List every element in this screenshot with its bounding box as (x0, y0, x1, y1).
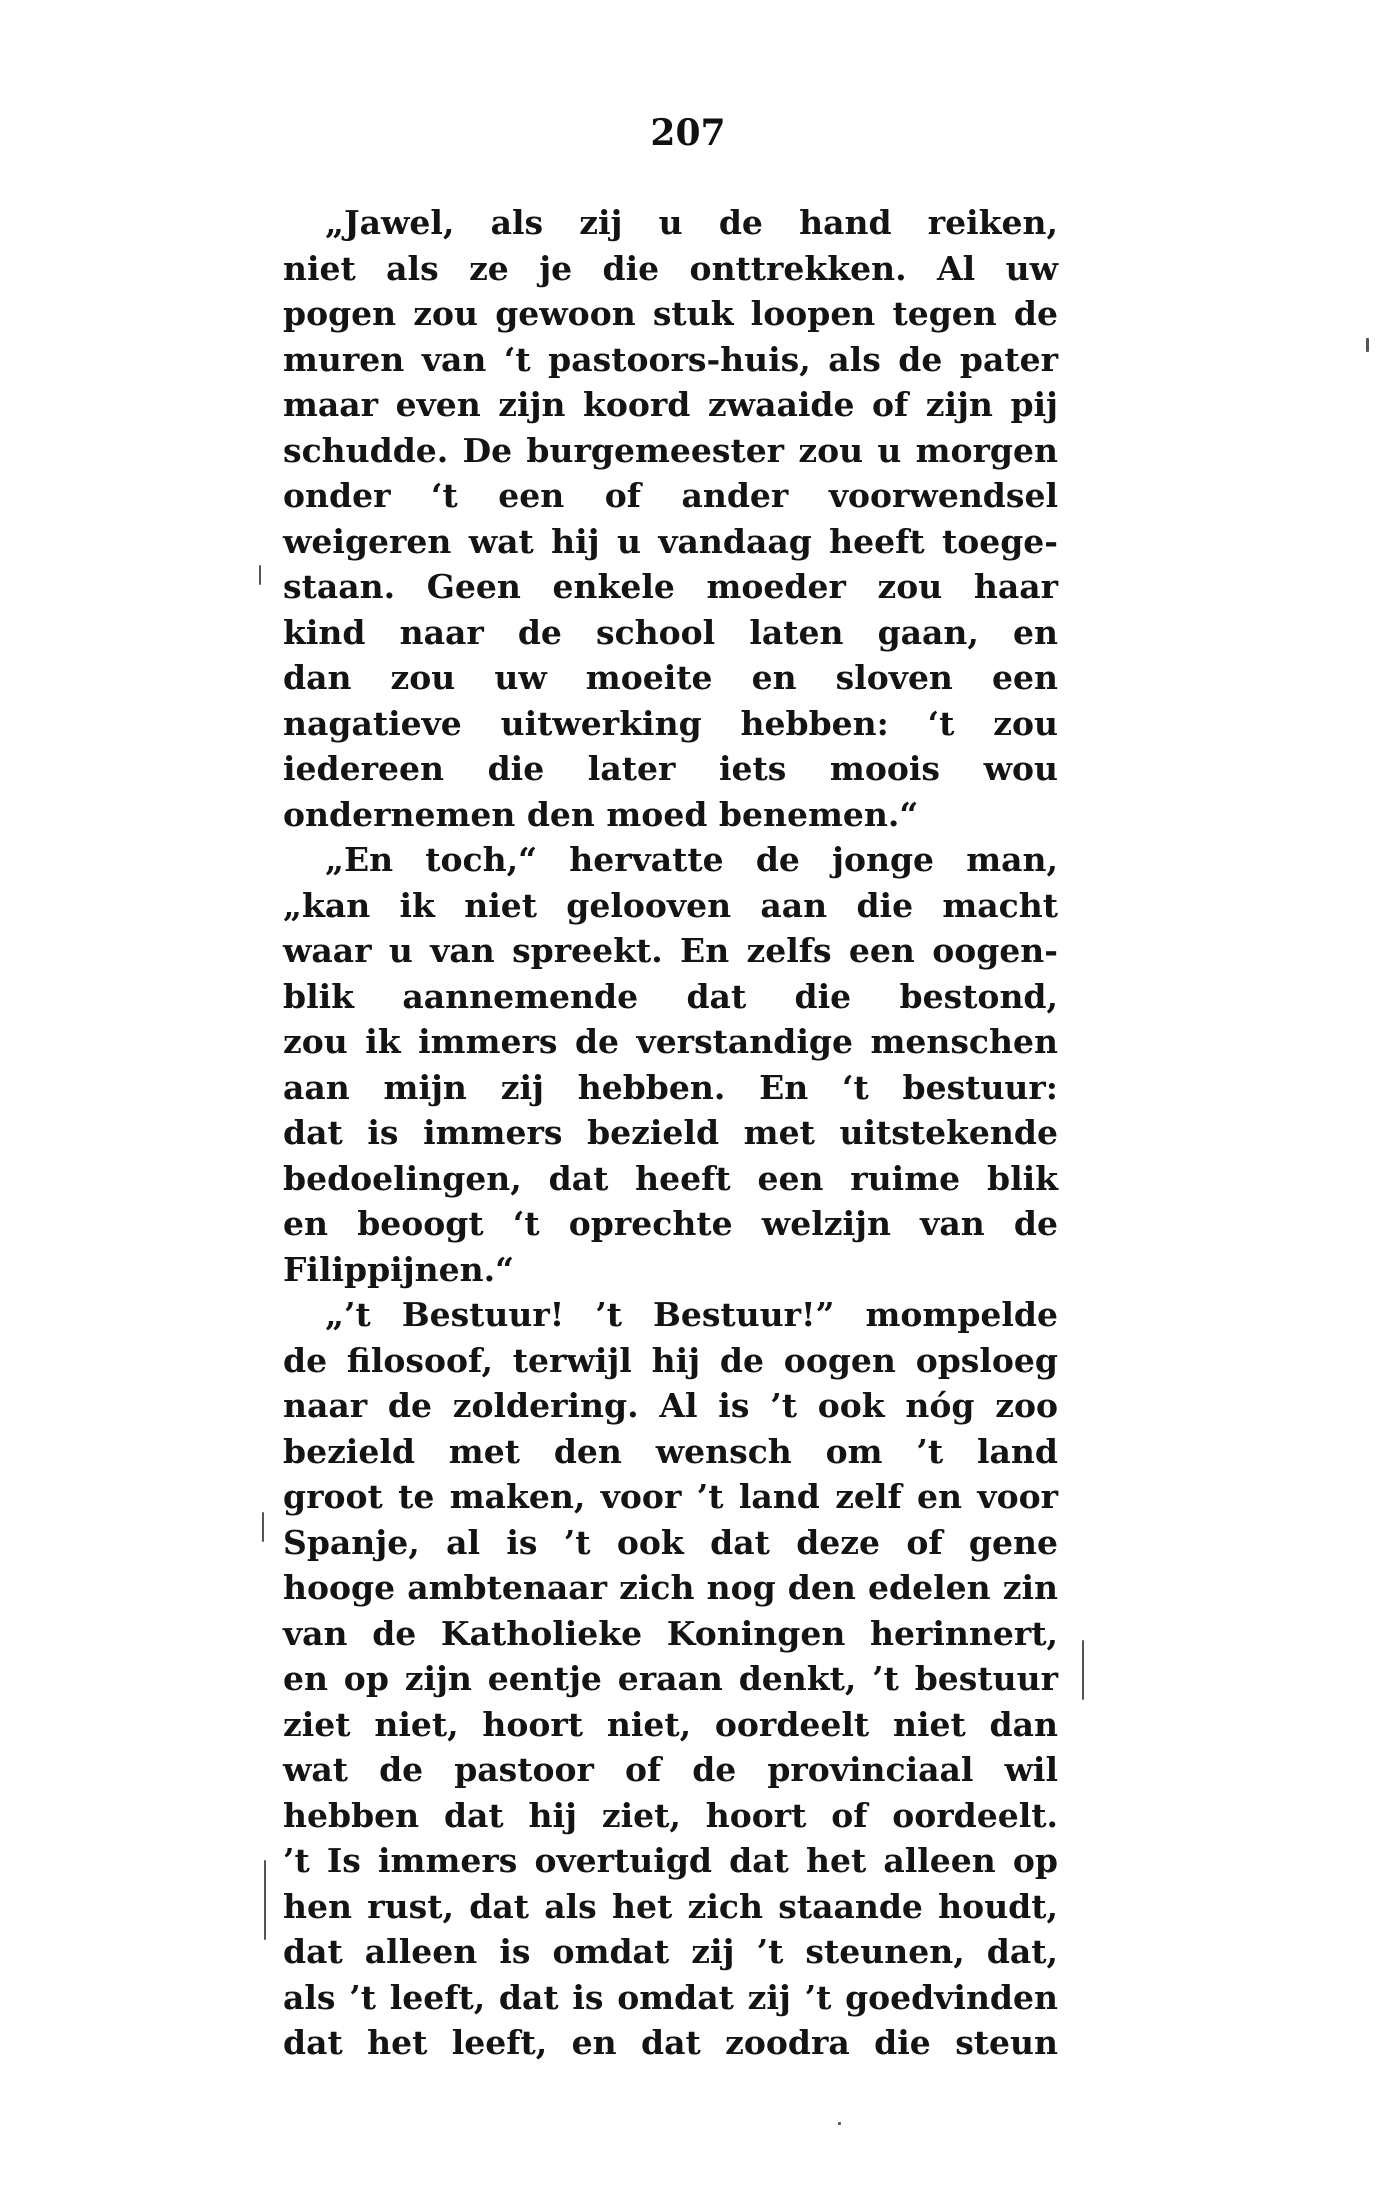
text-line: Filippijnen.“ (283, 1249, 515, 1289)
text-line: muren van ‘t pastoors-huis, als de pater (283, 339, 1058, 379)
text-line: waar u van spreekt. En zelfs een oogen- (283, 931, 1058, 970)
text-line: hooge ambtenaar zich nog den edelen zin (283, 1568, 1058, 1607)
body-text (283, 200, 1058, 2066)
text-line: hebben dat hij ziet, hoort of oordeelt. (283, 1795, 1058, 1835)
text-line: en beoogt ‘t oprechte welzijn van de (283, 1204, 1058, 1243)
text-line: niet als ze je die onttrekken. Al uw (283, 248, 1058, 288)
text-line: dat alleen is omdat zij ’t steunen, dat, (283, 1932, 1058, 1971)
scan-speck (1082, 1640, 1084, 1700)
text-line: de filosoof, terwijl hij de oogen opsloeg (283, 1340, 1058, 1380)
scan-speck (838, 2122, 841, 2125)
text-line: als ’t leeft, dat is omdat zij ’t goedvinden (283, 1977, 1058, 2017)
text-line: schudde. De burgemeester zou u morgen (283, 430, 1058, 470)
text-line: ondernemen den moed benemen.“ (283, 794, 919, 834)
text-line: „En toch,“ hervatte de jonge man, (325, 840, 1058, 879)
text-line: nagatieve uitwerking hebben: ‘t zou (283, 703, 1058, 743)
text-line: en op zijn eentje eraan denkt, ’t bestuur (283, 1659, 1058, 1698)
text-line: onder ‘t een of ander voorwendsel (283, 476, 1058, 515)
scan-speck (264, 1860, 266, 1940)
scan-speck (262, 1512, 264, 1542)
text-line: wat de pastoor of de provinciaal wil (283, 1750, 1058, 1789)
text-line: bedoelingen, dat heeft een ruime blik (283, 1158, 1058, 1198)
text-line: kind naar de school laten gaan, en (283, 612, 1058, 652)
text-line: pogen zou gewoon stuk loopen tegen de (283, 294, 1058, 333)
text-line: zou ik immers de verstandige menschen (283, 1022, 1058, 1061)
text-line: iedereen die later iets moois wou (283, 749, 1058, 788)
text-line: „’t Bestuur! ’t Bestuur!” mompelde (325, 1295, 1058, 1334)
text-line: dat is immers bezield met uitstekende (283, 1113, 1058, 1152)
text-line: blik aannemende dat die bestond, (283, 976, 1058, 1016)
text-line: van de Katholieke Koningen herinnert, (283, 1613, 1058, 1653)
text-line: weigeren wat hij u vandaag heeft toege- (283, 521, 1058, 561)
text-line: staan. Geen enkele moeder zou haar (283, 567, 1058, 606)
text-line: groot te maken, voor ’t land zelf en voor (283, 1477, 1058, 1516)
text-line: ziet niet, hoort niet, oordeelt niet dan (283, 1704, 1058, 1744)
text-line: maar even zijn koord zwaaide of zijn pij (283, 385, 1058, 424)
scan-speck (259, 565, 261, 585)
text-line: aan mijn zij hebben. En ‘t bestuur: (283, 1067, 1058, 1107)
text-line: bezield met den wensch om ’t land (283, 1431, 1058, 1471)
page-number: 207 (650, 112, 726, 154)
text-line: Spanje, al is ’t ook dat deze of gene (283, 1522, 1058, 1562)
text-line: dat het leeft, en dat zoodra die steun (283, 2023, 1058, 2062)
text-line: „Jawel, als zij u de hand reiken, (325, 203, 1058, 242)
text-line: hen rust, dat als het zich staande houdt, (283, 1886, 1058, 1926)
text-line: naar de zoldering. Al is ’t ook nóg zoo (283, 1386, 1058, 1425)
text-line: ’t Is immers overtuigd dat het alleen op (283, 1841, 1058, 1880)
scan-speck (1366, 338, 1369, 352)
text-line: „kan ik niet gelooven aan die macht (283, 885, 1058, 925)
text-line: dan zou uw moeite en sloven een (283, 658, 1058, 697)
